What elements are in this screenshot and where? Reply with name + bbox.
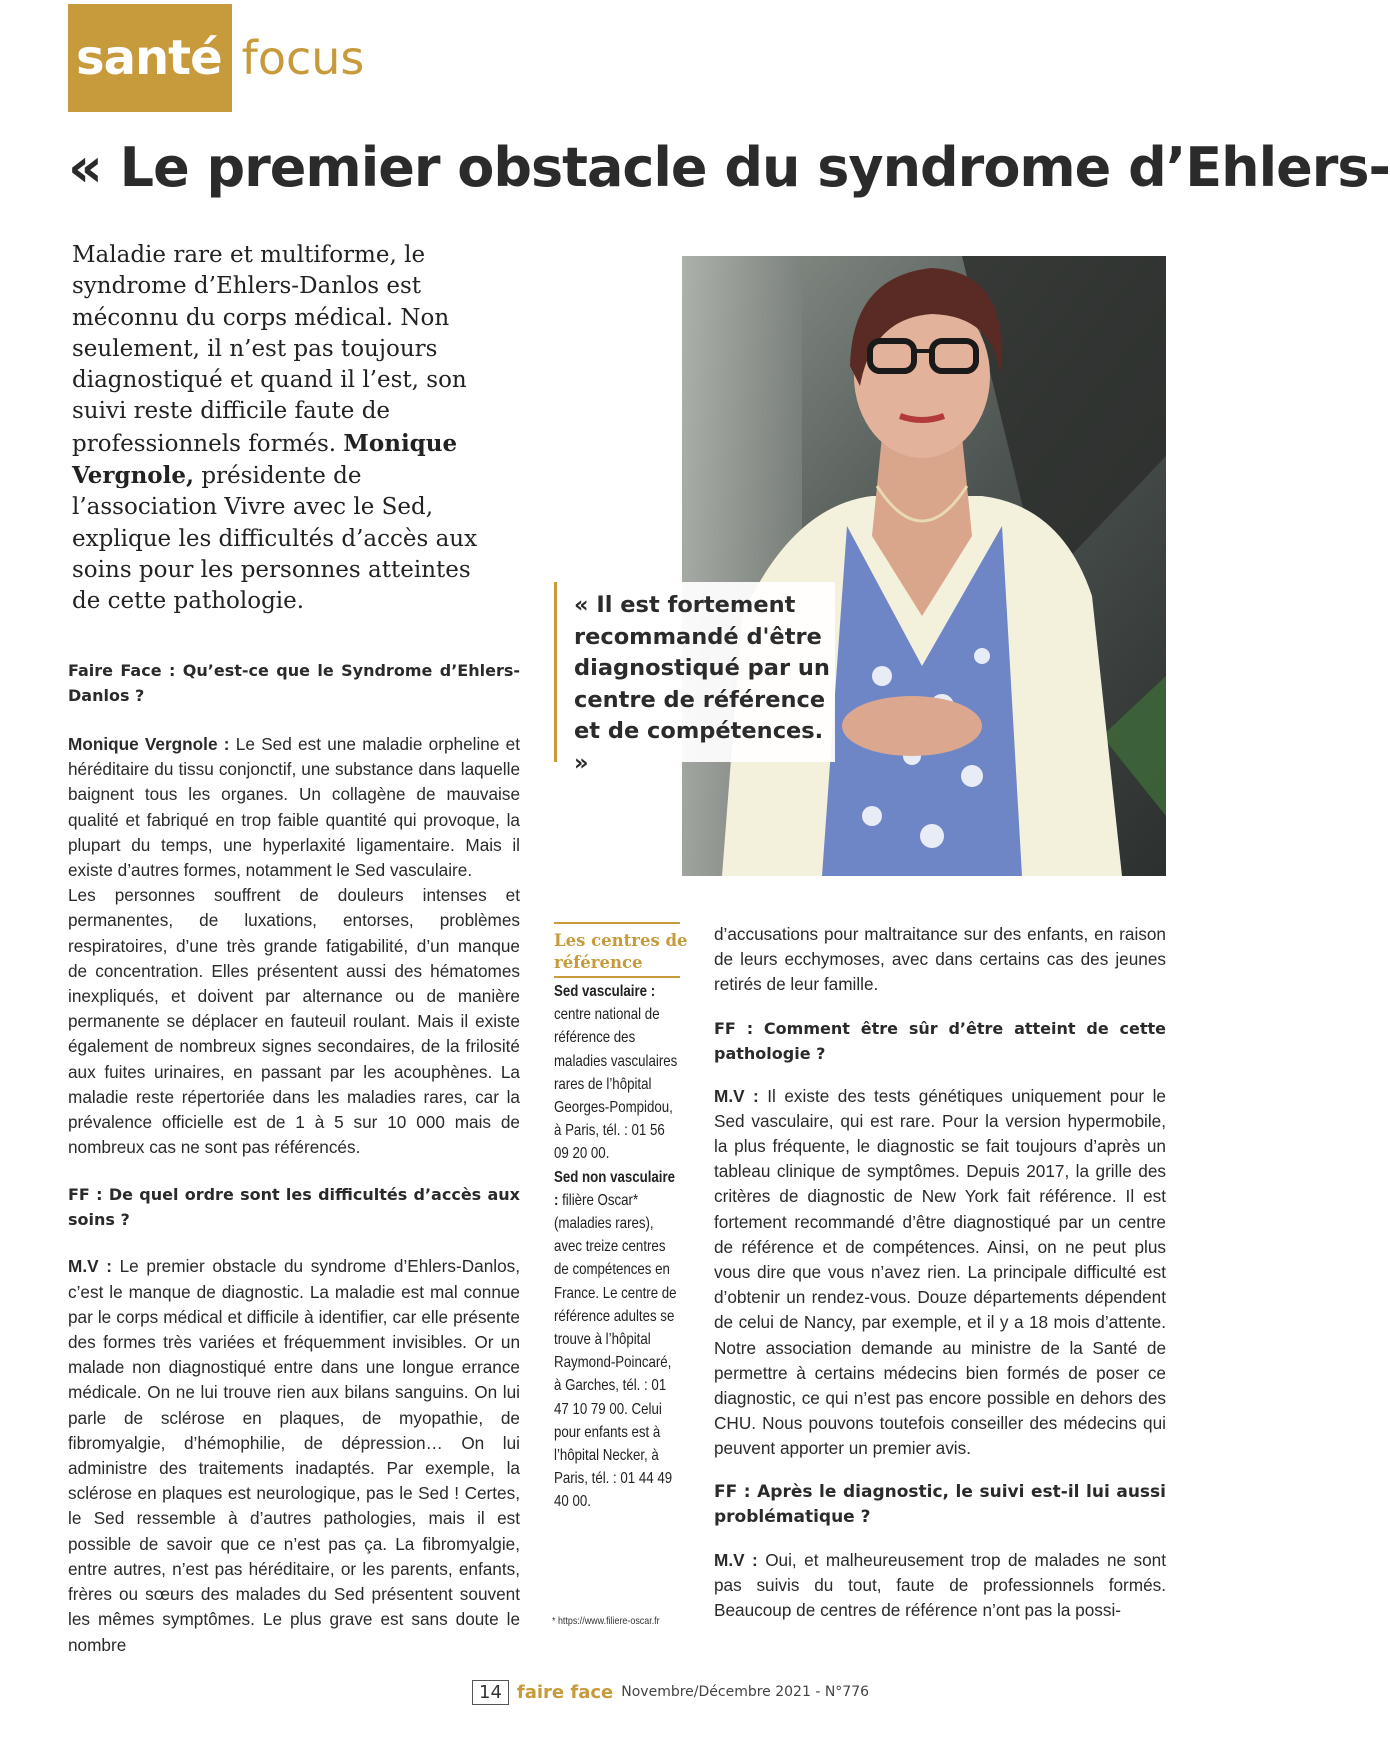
sidebar-top-rule	[554, 922, 680, 924]
page-footer	[472, 1677, 869, 1707]
answer-1-speaker: Monique Vergnole :	[68, 734, 230, 754]
sidebar-body	[554, 980, 679, 1514]
sidebar-vasc-text: centre national de référence des maladies vasculaires rares de l’hôpital Georges-Pompidou, à Paris, tél. : 01 56 09 20 00.	[554, 1006, 678, 1163]
answer-2-speaker: M.V :	[68, 1256, 112, 1277]
answer-1	[68, 732, 520, 883]
answer-4-speaker: M.V :	[714, 1549, 758, 1570]
answer-2-continued: d’accusations pour maltraitance sur des enfants, en raison de leurs ecchymoses, avec dans certains cas des jeunes retirés de leur famille.	[714, 924, 1166, 995]
answer-3-speaker: M.V :	[714, 1085, 759, 1106]
answer-2	[68, 1254, 520, 1657]
page-number: 14	[472, 1680, 509, 1705]
publication-name: faire face	[516, 1681, 614, 1703]
sidebar-vasc-label: Sed vasculaire :	[554, 983, 656, 1000]
interview-column-right	[714, 922, 1166, 1623]
article-intro	[72, 240, 492, 618]
answer-4-text: Oui, et malheureusement trop de malades ne sont pas suivis du tout, faute de professionnels formés. Beaucoup de centres de référence n’ont pas la possi-	[714, 1549, 1167, 1621]
section-label: santé	[68, 4, 232, 112]
answer-2-text: Le premier obstacle du syndrome d’Ehlers-Danlos, c’est le manque de diagnostic. La maladie est mal connue par le corps médical et difficile à identifier, car elle présente des formes très variées et fréquemment invisibles. Or un malade non diagnostiqué entre dans une longue errance médicale. On ne lui trouve rien aux bilans sanguins. On lui parle de sclérose en plaques, de myopathie, de fibromyalgie, d’hémophilie, de dépression… On lui administre des traitements inadaptés. Par exemple, la sclérose en plaques est neurologique, pas le Sed ! Certes, le Sed ressemble à d’autres pathologies, mais il est possible de savoir que ce n’est pas ça. La fibromyalgie, entre autres, n’est pas héréditaire, or les parents, enfants, frères ou sœurs des malades du Sed présentent souvent les mêmes symptômes. Le plus grave est sans doute le nombre	[68, 1256, 521, 1655]
question-3: FF : Comment être sûr d’être atteint de cette pathologie ?	[714, 1018, 1166, 1063]
sidebar-title-rule	[554, 976, 680, 978]
sidebar-nonvasc-label: Sed non vasculaire :	[554, 1168, 676, 1209]
answer-4	[714, 1548, 1166, 1624]
pull-quote: « Il est fortement recommandé d'être diagnostiqué par un centre de référence et de compétences. »	[554, 582, 835, 762]
answer-1-text: Le Sed est une maladie orpheline et héréditaire du tissu conjonctif, une substance dans laquelle baignent tous les organes. Un collagène de mauvaise qualité et fabriqué en trop faible quantité qui provoque, la plupart du temps, une hyperlaxité ligamentaire. Mais il existe d’autres formes, notamment le Sed vasculaire.	[68, 734, 520, 881]
answer-3	[714, 1084, 1166, 1462]
answer-1-text-2: Les personnes souffrent de douleurs intenses et permanentes, de luxations, entorses, problèmes respiratoires, d’une très grande fatigabilité, d’un manque de concentration. Elles présentent aussi des hématomes inexpliqués, et doivent par alternance ou de manière permanente se déplacer en fauteuil roulant. Mais il existe également de nombreux signes secondaires, de la frilosité aux fuites urinaires, en passant par les acouphènes. La maladie reste répertoriée dans les maladies rares, car la prévalence officielle est de 1 à 5 sur 10 000 mais de nombreux cas ne sont pas référencés.	[68, 885, 520, 1158]
sidebar-nonvasc-text: filière Oscar* (maladies rares), avec treize centres de compétences en France. Le centre de référence adultes se trouve à l’hôpital Raymond-Poincaré, à Garches, tél. : 01 47 10 79 00. Celui pour enfants est à l’hôpital Necker, à Paris, tél. : 01 44 49 40 00.	[554, 1191, 677, 1511]
article-headline: « Le premier obstacle du syndrome d’Ehlers-	[68, 136, 1390, 199]
intro-name: Monique Vergnole,	[72, 429, 458, 490]
question-4: FF : Après le diagnostic, le suivi est-il lui aussi problématique ?	[714, 1481, 1166, 1527]
question-1: Faire Face : Qu’est-ce que le Syndrome d’Ehlers-Danlos ?	[68, 661, 520, 705]
section-header	[68, 4, 364, 112]
interview-column-left	[68, 642, 520, 1658]
sidebar-footnote: * https://www.filiere-oscar.fr	[552, 1615, 660, 1627]
issue-info: Novembre/Décembre 2021 - N°776	[621, 1684, 870, 1700]
question-2: FF : De quel ordre sont les difficultés d’accès aux soins ?	[68, 1185, 520, 1230]
intro-text-cont: présidente de l’association Vivre avec le Sed, explique les difficultés d’accès aux soins pour les personnes atteintes de cette pathologie.	[72, 463, 478, 615]
intro-text: Maladie rare et multiforme, le syndrome d’Ehlers-Danlos est méconnu du corps médical. Non seulement, il n’est pas toujours diagnostiqué et quand il l’est, son suivi reste difficile faute de professionnels formés.	[72, 242, 467, 457]
portrait-photo	[682, 256, 1166, 876]
sidebar-title: Les centres de référence	[554, 931, 688, 972]
answer-3-text: Il existe des tests génétiques uniquement pour le Sed vasculaire, qui est rare. Pour la version hypermobile, la plus fréquente, le diagnostic se fait toujours d’après un tableau clinique de symptômes. Depuis 2017, la grille des critères de diagnostic de New York fait référence. Il est fortement recommandé d’être diagnostiqué par un centre de référence et de compétences. Ainsi, on ne peut plus vous dire que vous n’avez rien. La principale difficulté est d’obtenir un rendez-vous. Douze départements dépendent de celui de Nancy, par exemple, et il y a 18 mois d’attente. Notre association demande au ministre de la Santé de permettre à certains médecins bien formés de poser ce diagnostic, ce qui n’est pas encore possible en dehors des CHU. Nous pouvons toutefois conseiller des médecins qui peuvent apporter un premier avis.	[714, 1085, 1166, 1459]
subsection-label: focus	[241, 31, 365, 85]
